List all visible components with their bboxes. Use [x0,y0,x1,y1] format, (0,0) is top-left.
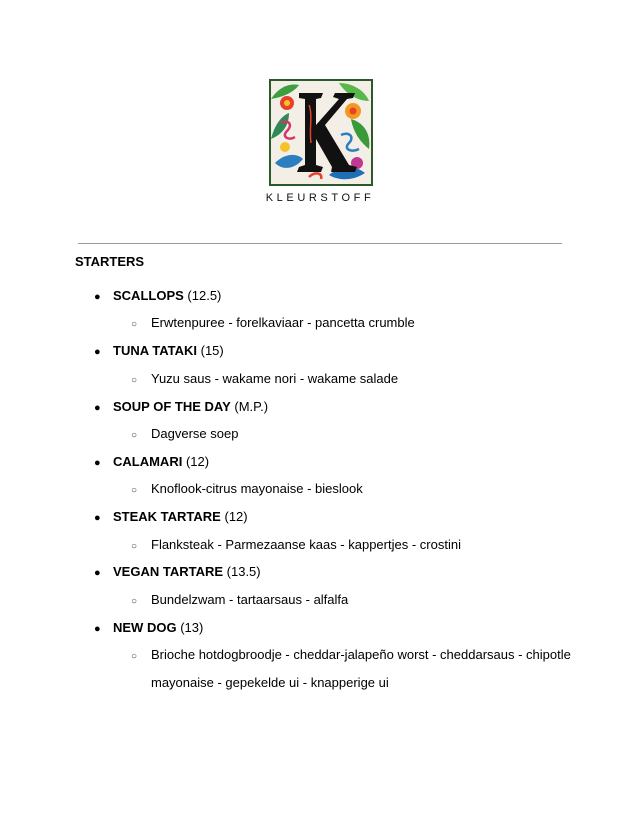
dish-price: (15) [200,343,224,358]
section-title: STARTERS [75,254,145,269]
circle-bullet-icon: ○ [131,375,138,386]
circle-bullet-icon: ○ [131,541,138,552]
dish-item [94,564,261,579]
dish-item [94,620,203,635]
bullet-icon: ● [94,623,101,635]
bullet-icon: ● [94,457,101,469]
description-text: Dagverse soep [151,426,239,441]
dish-item [94,288,221,303]
circle-bullet-icon: ○ [131,319,138,330]
description-text: Brioche hotdogbroodje - cheddar-jalapeño worst - cheddarsaus - chipotle [151,647,571,662]
description-text: Knoflook-citrus mayonaise - bieslook [151,481,363,496]
bullet-icon: ● [94,402,101,414]
circle-bullet-icon: ○ [131,430,138,441]
dish-name: SOUP OF THE DAY [113,399,231,414]
kleurstoff-logo [269,79,373,186]
dish-name: TUNA TATAKI [113,343,197,358]
circle-bullet-icon: ○ [131,651,138,662]
dish-name: CALAMARI [113,454,183,469]
description-text: Erwtenpuree - forelkaviaar - pancetta crumble [151,315,415,330]
dish-item [94,343,224,358]
dish-price: (13.5) [226,564,261,579]
description-text: Flanksteak - Parmezaanse kaas - kappertjes - crostini [151,537,461,552]
dish-description [131,371,398,386]
circle-bullet-icon: ○ [131,485,138,496]
dish-price: (12.5) [187,288,222,303]
brand-name: KLEURSTOFF [265,192,375,204]
dish-description [131,481,363,496]
bullet-icon: ● [94,291,101,303]
dish-name: NEW DOG [113,620,177,635]
dish-item [94,509,248,524]
dish-item [94,399,268,414]
description-text: Bundelzwam - tartaarsaus - alfalfa [151,592,349,607]
dish-name: SCALLOPS [113,288,184,303]
dish-description [131,315,415,330]
dish-name: VEGAN TARTARE [113,564,224,579]
dish-name: STEAK TARTARE [113,509,221,524]
dish-price: (M.P.) [234,399,269,414]
dish-price: (13) [180,620,204,635]
dish-description [131,592,348,607]
dish-description [131,647,571,662]
dish-price: (12) [185,454,210,469]
dish-description [131,537,461,552]
bullet-icon: ● [94,567,101,579]
dish-price: (12) [224,509,248,524]
dish-item [94,454,209,469]
bullet-icon: ● [94,512,101,524]
description-text: Yuzu saus - wakame nori - wakame salade [151,371,399,386]
bullet-icon: ● [94,346,101,358]
circle-bullet-icon: ○ [131,596,138,607]
divider [78,243,562,244]
description-text: mayonaise - gepekelde ui - knapperige ui [151,675,389,690]
dish-description [131,426,238,441]
